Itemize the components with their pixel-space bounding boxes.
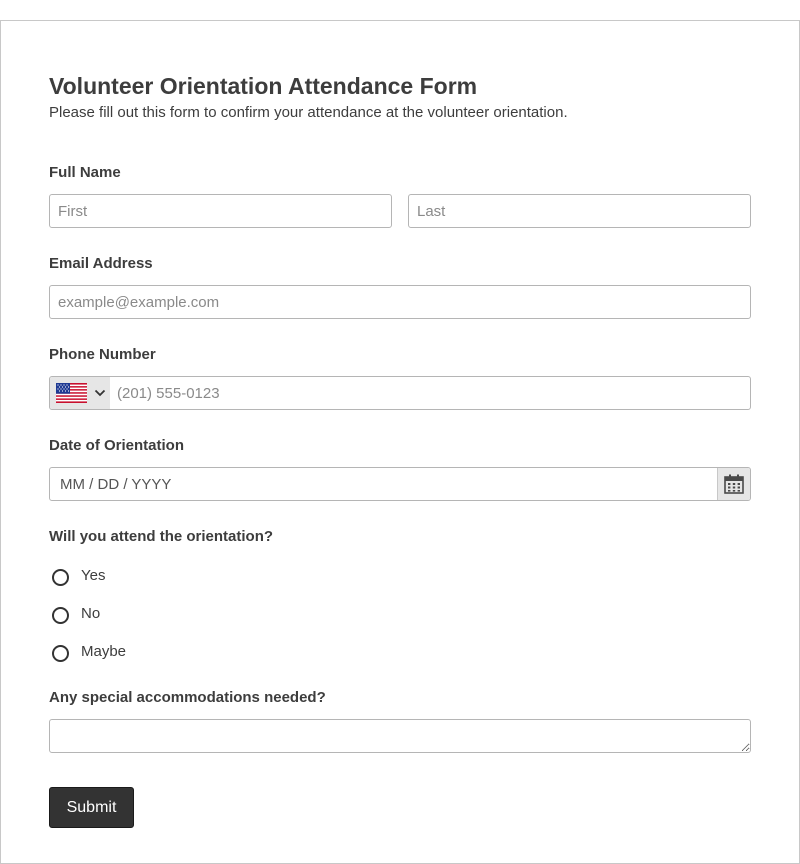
- first-name-input[interactable]: [49, 194, 392, 228]
- radio-option-yes[interactable]: [49, 565, 349, 589]
- radio-label: No: [81, 605, 101, 622]
- us-flag-icon: [56, 383, 87, 403]
- radio-button[interactable]: [52, 645, 69, 662]
- email-label: Email Address: [49, 255, 153, 272]
- form-title: Volunteer Orientation Attendance Form: [49, 73, 478, 99]
- date-input[interactable]: [50, 468, 718, 500]
- calendar-icon: [723, 473, 745, 495]
- date-input-group: [49, 467, 751, 501]
- radio-button[interactable]: [52, 569, 69, 586]
- radio-button[interactable]: [52, 607, 69, 624]
- radio-label: Maybe: [81, 643, 127, 660]
- phone-input-group: [49, 376, 751, 410]
- attendance-label: Will you attend the orientation?: [49, 528, 274, 545]
- full-name-label: Full Name: [49, 164, 121, 181]
- chevron-down-icon: [94, 388, 106, 398]
- radio-option-no[interactable]: [49, 603, 349, 627]
- accommodations-label: Any special accommodations needed?: [49, 689, 326, 706]
- accommodations-textarea[interactable]: [49, 719, 751, 753]
- email-input[interactable]: [49, 285, 751, 319]
- form-description: Please fill out this form to confirm your attendance at the volunteer orientation.: [49, 104, 568, 121]
- form-card: [0, 20, 800, 864]
- radio-option-maybe[interactable]: [49, 641, 349, 665]
- submit-button[interactable]: Submit: [49, 787, 134, 828]
- phone-input[interactable]: [110, 377, 750, 409]
- phone-label: Phone Number: [49, 346, 156, 363]
- form-content: [49, 71, 751, 816]
- last-name-input[interactable]: [408, 194, 751, 228]
- country-code-select[interactable]: [50, 377, 110, 409]
- date-label: Date of Orientation: [49, 437, 185, 454]
- calendar-button[interactable]: [717, 468, 750, 500]
- radio-label: Yes: [81, 567, 106, 584]
